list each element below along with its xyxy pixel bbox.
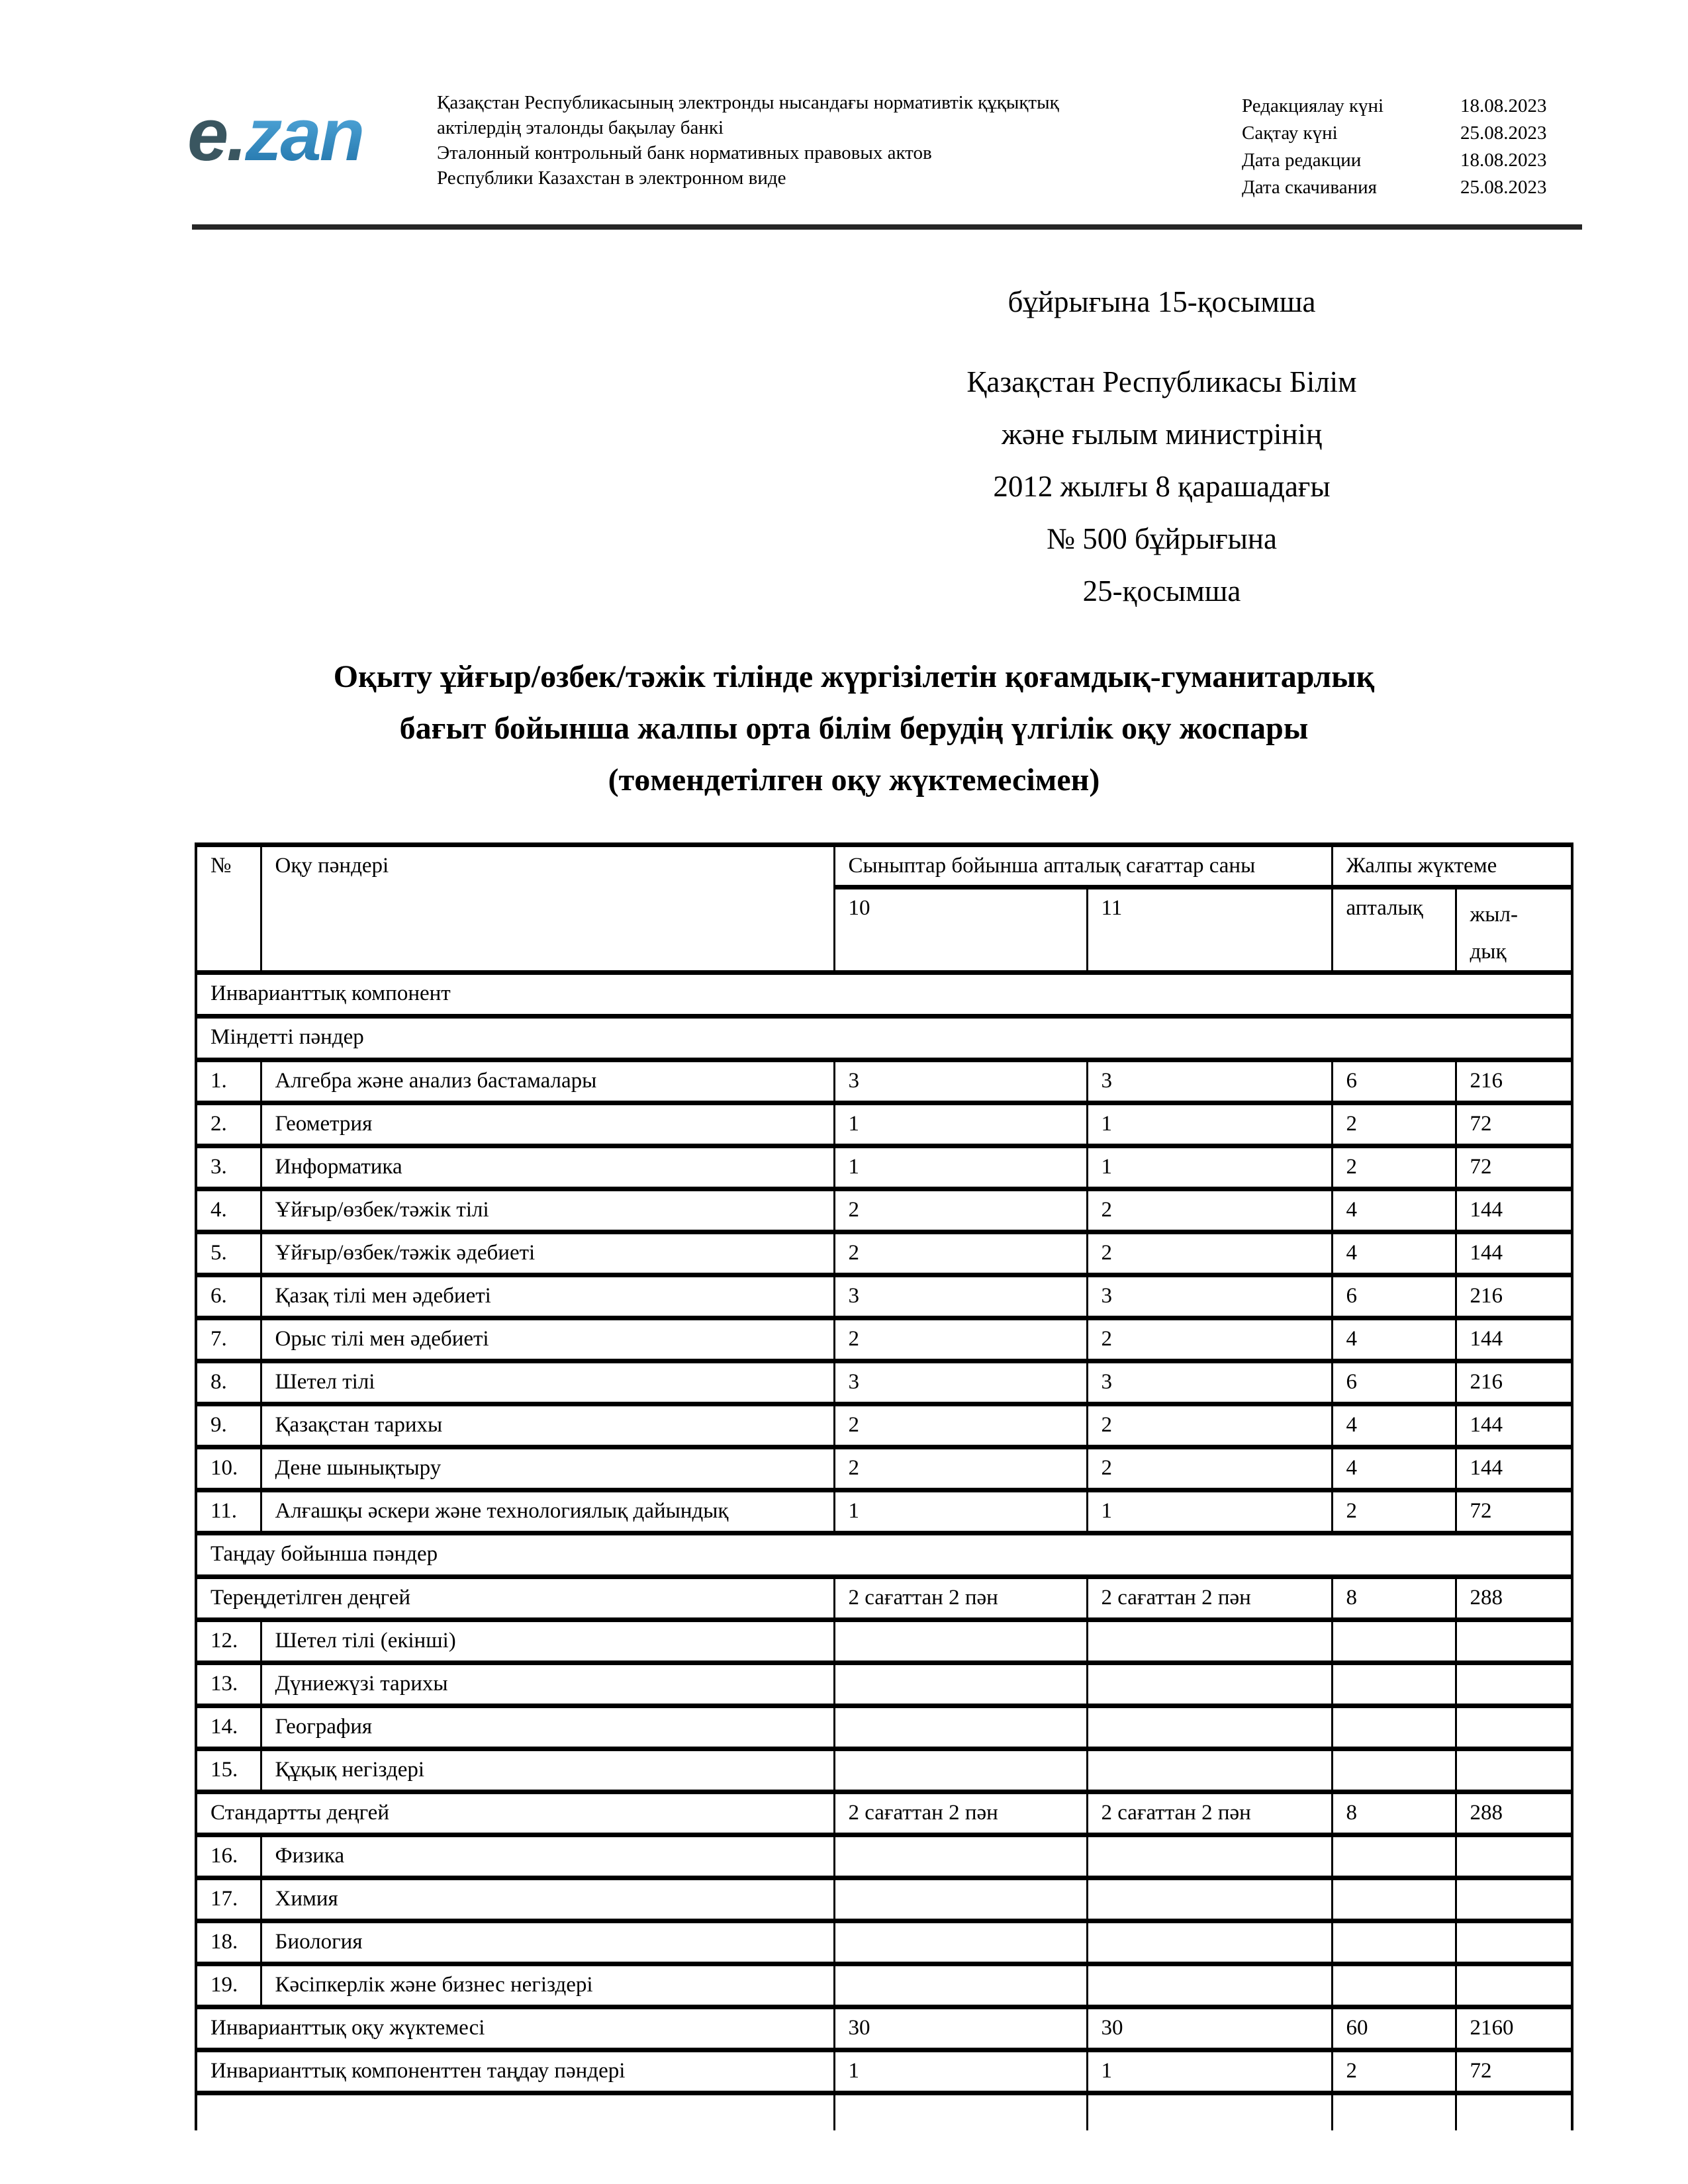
page-title-line: (төмендетілген оқу жүктемесімен) (608, 762, 1100, 797)
hours-10-cell: 3 (834, 1275, 1087, 1318)
weekly-total-cell (1332, 1921, 1456, 1964)
date-label: Сақтау күні (1242, 122, 1338, 144)
yearly-total-cell: 72 (1456, 1146, 1572, 1189)
section-row (196, 973, 1572, 1017)
date-label: Дата скачивания (1242, 177, 1377, 198)
hours-11-cell: 2 (1087, 1404, 1332, 1447)
subject-cell: Алгебра және анализ бастамалары (261, 1060, 834, 1103)
date-value: 25.08.2023 (1460, 177, 1547, 198)
table-row (196, 1835, 1572, 1878)
page-title-line: Оқыту ұйғыр/өзбек/тәжік тілінде жүргізілетін қоғамдық-гуманитарлық (333, 659, 1375, 694)
hours-11-cell: 2 (1087, 1318, 1332, 1361)
date-value: 25.08.2023 (1460, 122, 1547, 144)
subject-cell: Ұйғыр/өзбек/тәжік әдебиеті (261, 1232, 834, 1275)
section-label-cell: Инварианттық компонент (196, 973, 1572, 1017)
hours-10-cell (834, 1706, 1087, 1749)
appendix-line: Қазақстан Республикасы Білім (966, 365, 1357, 398)
appendix-reference-top: бұйрығына 15-қосымша (1008, 285, 1316, 318)
hours-10-cell: 2 (834, 1404, 1087, 1447)
row-number-cell: 11. (196, 1490, 261, 1533)
yearly-total-cell (1456, 1835, 1572, 1878)
table-row (196, 1275, 1572, 1318)
weekly-total-cell: 4 (1332, 1318, 1456, 1361)
hours-10-cell: 1 (834, 1490, 1087, 1533)
table-row (196, 1490, 1572, 1533)
hours-10-cell: 1 (834, 2050, 1087, 2093)
hours-11-cell (1087, 1835, 1332, 1878)
yearly-total-cell (1456, 1663, 1572, 1706)
weekly-total-cell: 2 (1332, 1103, 1456, 1146)
row-number-cell: 5. (196, 1232, 261, 1275)
row-number-cell: 10. (196, 1447, 261, 1490)
yearly-total-cell: 288 (1456, 1792, 1572, 1835)
header-yearly-cell (1456, 887, 1572, 973)
yearly-total-cell: 144 (1456, 1447, 1572, 1490)
subject-cell: Химия (261, 1878, 834, 1921)
summary-label-cell: Инварианттық компоненттен таңдау пәндері (196, 2050, 834, 2093)
hours-11-cell: 3 (1087, 1275, 1332, 1318)
hours-10-cell (834, 1964, 1087, 2007)
ezan-logo (187, 93, 363, 176)
summary-label-cell (196, 2093, 834, 2130)
row-number-cell: 17. (196, 1878, 261, 1921)
hours-11-cell (1087, 1663, 1332, 1706)
bank-description-line: Эталонный контрольный банк нормативных правовых актов (437, 142, 932, 163)
header-total-group-cell: Жалпы жүктеме (1332, 845, 1572, 887)
yearly-total-cell (1456, 1964, 1572, 2007)
appendix-line: 2012 жылғы 8 қарашадағы (993, 470, 1331, 503)
yearly-total-cell (1456, 1706, 1572, 1749)
table-row (196, 1749, 1572, 1792)
hours-10-cell: 1 (834, 1103, 1087, 1146)
hours-11-cell (1087, 2093, 1332, 2130)
page-title (152, 651, 1556, 806)
hours-10-cell: 2 (834, 1189, 1087, 1232)
hours-11-cell: 1 (1087, 1490, 1332, 1533)
subject-cell: Дене шынықтыру (261, 1447, 834, 1490)
row-number-cell: 3. (196, 1146, 261, 1189)
hours-11-cell: 2 (1087, 1447, 1332, 1490)
subject-cell: Қазақстан тарихы (261, 1404, 834, 1447)
row-number-cell: 8. (196, 1361, 261, 1404)
hours-11-cell: 2 (1087, 1232, 1332, 1275)
row-number-cell: 16. (196, 1835, 261, 1878)
appendix-reference-block (698, 356, 1625, 617)
table-row (196, 1706, 1572, 1749)
hours-11-cell: 1 (1087, 1103, 1332, 1146)
summary-row (196, 1577, 1572, 1620)
header-grade10-cell: 10 (834, 887, 1087, 973)
hours-11-cell (1087, 1878, 1332, 1921)
yearly-total-cell: 216 (1456, 1060, 1572, 1103)
hours-10-cell (834, 1620, 1087, 1663)
header-yearly-line: жыл- (1470, 903, 1518, 927)
appendix-line: № 500 бұйрығына (1047, 522, 1277, 555)
hours-11-cell: 2 сағаттан 2 пән (1087, 1792, 1332, 1835)
bank-description (437, 90, 1059, 191)
table-row (196, 1189, 1572, 1232)
table-row (196, 1964, 1572, 2007)
date-value: 18.08.2023 (1460, 95, 1547, 116)
row-number-cell: 12. (196, 1620, 261, 1663)
table-row (196, 1878, 1572, 1921)
yearly-total-cell: 2160 (1456, 2007, 1572, 2050)
bank-description-line: актілердің эталонды бақылау банкі (437, 117, 724, 138)
weekly-total-cell: 8 (1332, 1577, 1456, 1620)
truncated-row (196, 2093, 1572, 2130)
weekly-total-cell: 4 (1332, 1404, 1456, 1447)
row-number-cell: 13. (196, 1663, 261, 1706)
table-row (196, 1103, 1572, 1146)
hours-10-cell: 3 (834, 1361, 1087, 1404)
row-number-cell: 18. (196, 1921, 261, 1964)
hours-11-cell: 1 (1087, 1146, 1332, 1189)
weekly-total-cell: 4 (1332, 1232, 1456, 1275)
hours-10-cell: 1 (834, 1146, 1087, 1189)
table-row (196, 1146, 1572, 1189)
yearly-total-cell: 288 (1456, 1577, 1572, 1620)
header-no-cell: № (196, 845, 261, 973)
row-number-cell: 2. (196, 1103, 261, 1146)
subject-cell: Физика (261, 1835, 834, 1878)
weekly-total-cell: 60 (1332, 2007, 1456, 2050)
hours-11-cell: 30 (1087, 2007, 1332, 2050)
table-row (196, 1447, 1572, 1490)
yearly-total-cell (1456, 1749, 1572, 1792)
page-title-line: бағыт бойынша жалпы орта білім берудің үлгілік оқу жоспары (399, 711, 1309, 746)
row-number-cell: 15. (196, 1749, 261, 1792)
table-row (196, 1318, 1572, 1361)
weekly-total-cell: 4 (1332, 1189, 1456, 1232)
hours-10-cell (834, 1921, 1087, 1964)
hours-11-cell: 3 (1087, 1060, 1332, 1103)
table-row (196, 1361, 1572, 1404)
header-subjects-cell: Оқу пәндері (261, 845, 834, 973)
hours-10-cell: 2 (834, 1232, 1087, 1275)
weekly-total-cell: 2 (1332, 1146, 1456, 1189)
yearly-total-cell: 144 (1456, 1232, 1572, 1275)
yearly-total-cell: 144 (1456, 1189, 1572, 1232)
row-number-cell: 9. (196, 1404, 261, 1447)
bank-description-line: Қазақстан Республикасының электронды нысандағы нормативтік құқықтық (437, 92, 1059, 113)
hours-11-cell (1087, 1964, 1332, 2007)
table-row (196, 1404, 1572, 1447)
dates-block (1242, 93, 1547, 201)
weekly-total-cell (1332, 2093, 1456, 2130)
date-row (1242, 120, 1547, 147)
subject-cell: Алғашқы әскери және технологиялық дайындық (261, 1490, 834, 1533)
hours-10-cell: 2 (834, 1318, 1087, 1361)
hours-11-cell: 1 (1087, 2050, 1332, 2093)
hours-10-cell: 2 сағаттан 2 пән (834, 1577, 1087, 1620)
hours-11-cell (1087, 1921, 1332, 1964)
summary-label-cell: Стандартты деңгей (196, 1792, 834, 1835)
yearly-total-cell: 72 (1456, 2050, 1572, 2093)
table-row (196, 1921, 1572, 1964)
yearly-total-cell: 144 (1456, 1404, 1572, 1447)
hours-11-cell: 2 сағаттан 2 пән (1087, 1577, 1332, 1620)
header-grade11-cell: 11 (1087, 887, 1332, 973)
weekly-total-cell: 4 (1332, 1447, 1456, 1490)
subject-cell: География (261, 1706, 834, 1749)
section-label-cell: Таңдау бойынша пәндер (196, 1533, 1572, 1577)
row-number-cell: 7. (196, 1318, 261, 1361)
hours-10-cell (834, 1663, 1087, 1706)
date-row (1242, 147, 1547, 174)
yearly-total-cell: 216 (1456, 1361, 1572, 1404)
summary-row (196, 1792, 1572, 1835)
summary-label-cell: Инварианттық оқу жүктемесі (196, 2007, 834, 2050)
weekly-total-cell: 6 (1332, 1060, 1456, 1103)
date-label: Редакциялау күні (1242, 95, 1384, 116)
subject-cell: Шетел тілі (екінші) (261, 1620, 834, 1663)
yearly-total-cell (1456, 1921, 1572, 1964)
table-row (196, 1060, 1572, 1103)
yearly-total-cell: 72 (1456, 1490, 1572, 1533)
section-row (196, 1533, 1572, 1577)
yearly-total-cell: 216 (1456, 1275, 1572, 1318)
subject-cell: Кәсіпкерлік және бизнес негіздері (261, 1964, 834, 2007)
weekly-total-cell: 6 (1332, 1361, 1456, 1404)
hours-11-cell (1087, 1620, 1332, 1663)
hours-10-cell: 2 (834, 1447, 1087, 1490)
hours-10-cell: 3 (834, 1060, 1087, 1103)
logo-part-e: e. (187, 93, 246, 176)
subject-cell: Орыс тілі мен әдебиеті (261, 1318, 834, 1361)
subject-cell: Ұйғыр/өзбек/тәжік тілі (261, 1189, 834, 1232)
subject-cell: Биология (261, 1921, 834, 1964)
hours-10-cell: 2 сағаттан 2 пән (834, 1792, 1087, 1835)
hours-10-cell (834, 1749, 1087, 1792)
date-row (1242, 93, 1547, 120)
weekly-total-cell (1332, 1835, 1456, 1878)
logo-part-zan: zan (245, 93, 363, 176)
row-number-cell: 6. (196, 1275, 261, 1318)
hours-11-cell (1087, 1749, 1332, 1792)
weekly-total-cell: 2 (1332, 2050, 1456, 2093)
header-hours-group-cell: Сыныптар бойынша апталық сағаттар саны (834, 845, 1332, 887)
yearly-total-cell: 144 (1456, 1318, 1572, 1361)
hours-10-cell (834, 2093, 1087, 2130)
hours-11-cell: 2 (1087, 1189, 1332, 1232)
table-row (196, 1620, 1572, 1663)
hours-11-cell: 3 (1087, 1361, 1332, 1404)
header-yearly-line: дық (1470, 940, 1507, 964)
summary-row (196, 2050, 1572, 2093)
weekly-total-cell (1332, 1878, 1456, 1921)
weekly-total-cell: 6 (1332, 1275, 1456, 1318)
weekly-total-cell: 2 (1332, 1490, 1456, 1533)
weekly-total-cell (1332, 1706, 1456, 1749)
appendix-line: және ғылым министрінің (1001, 418, 1323, 451)
bank-description-line: Республики Казахстан в электронном виде (437, 167, 786, 189)
row-number-cell: 19. (196, 1964, 261, 2007)
yearly-total-cell (1456, 1620, 1572, 1663)
summary-label-cell: Тереңдетілген деңгей (196, 1577, 834, 1620)
subject-cell: Информатика (261, 1146, 834, 1189)
weekly-total-cell (1332, 1620, 1456, 1663)
table-header-row (196, 845, 1572, 887)
section-label-cell: Міндетті пәндер (196, 1017, 1572, 1060)
hours-10-cell: 30 (834, 2007, 1087, 2050)
subject-cell: Шетел тілі (261, 1361, 834, 1404)
yearly-total-cell: 72 (1456, 1103, 1572, 1146)
row-number-cell: 1. (196, 1060, 261, 1103)
curriculum-table (195, 842, 1573, 2130)
hours-10-cell (834, 1835, 1087, 1878)
summary-row (196, 2007, 1572, 2050)
section-row (196, 1017, 1572, 1060)
header-weekly-cell: апталық (1332, 887, 1456, 973)
table-row (196, 1232, 1572, 1275)
date-row (1242, 174, 1547, 201)
hours-11-cell (1087, 1706, 1332, 1749)
weekly-total-cell (1332, 1964, 1456, 2007)
table-row (196, 1663, 1572, 1706)
subject-cell: Құқық негіздері (261, 1749, 834, 1792)
yearly-total-cell (1456, 1878, 1572, 1921)
weekly-total-cell: 8 (1332, 1792, 1456, 1835)
weekly-total-cell (1332, 1663, 1456, 1706)
row-number-cell: 14. (196, 1706, 261, 1749)
row-number-cell: 4. (196, 1189, 261, 1232)
subject-cell: Дүниежүзі тарихы (261, 1663, 834, 1706)
header-divider-rule (192, 224, 1582, 230)
appendix-line: 25-қосымша (1082, 574, 1241, 608)
subject-cell: Геометрия (261, 1103, 834, 1146)
subject-cell: Қазақ тілі мен әдебиеті (261, 1275, 834, 1318)
weekly-total-cell (1332, 1749, 1456, 1792)
date-label: Дата редакции (1242, 150, 1362, 171)
date-value: 18.08.2023 (1460, 150, 1547, 171)
yearly-total-cell (1456, 2093, 1572, 2130)
hours-10-cell (834, 1878, 1087, 1921)
